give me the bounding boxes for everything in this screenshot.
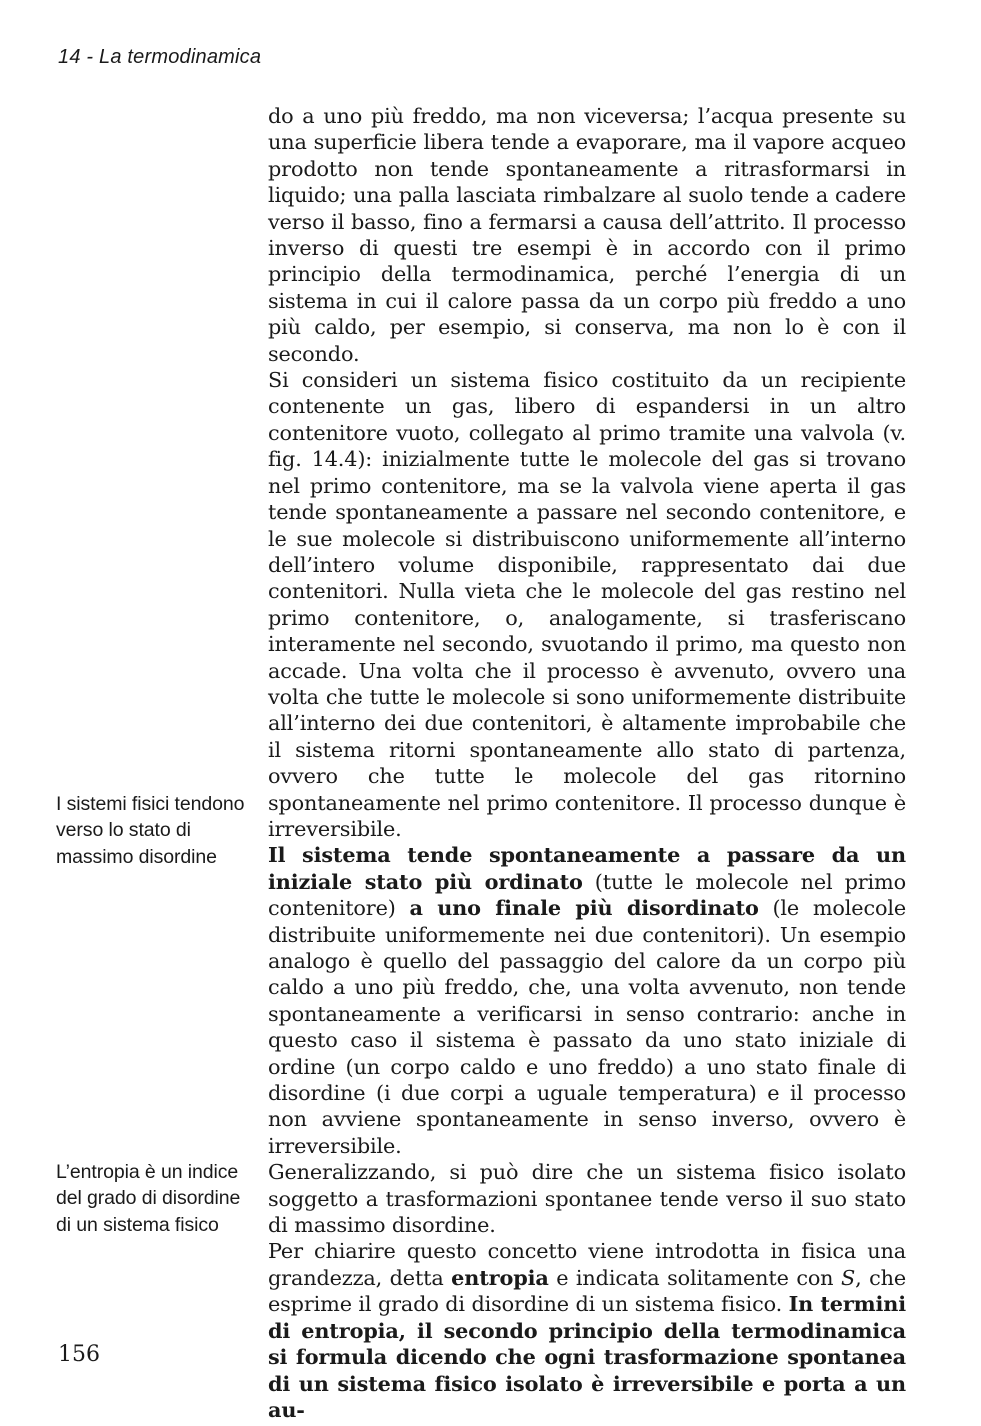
paragraph-3-text-a: (tutte le molecole nel primo contenitore) bbox=[268, 869, 906, 921]
paragraph-3 bbox=[268, 842, 906, 1159]
paragraph-5-text-c: , che esprime il grado di disordine di un sistema fisico. bbox=[268, 1265, 906, 1317]
paragraph-5 bbox=[268, 1238, 906, 1423]
term-entropy: entropia bbox=[451, 1264, 549, 1290]
paragraph-5-text-b: e indicata solitamente con bbox=[548, 1265, 841, 1290]
bold-second-principle: In termini di entropia, il secondo principio della termodinamica si formula dicendo che ogni trasformazione spontanea di un sistema fisico isolato è irreversibile e porta a un au- bbox=[268, 1291, 906, 1422]
bold-phrase-disordered-state: a uno finale più disordinato bbox=[409, 895, 759, 921]
margin-note-entropy: L’entropia è un indice del grado di disordine di un sistema fisico bbox=[56, 1161, 241, 1236]
body-text bbox=[268, 103, 906, 1423]
margin-note-disorder: I sistemi fisici tendono verso lo stato di massimo disordine bbox=[56, 793, 245, 868]
paragraph-2: Si consideri un sistema fisico costituito da un recipiente contenente un gas, libero di espandersi in un altro contenitore vuoto, collegato al primo tramite una valvola (v. fig. 14.4): inizialmente tutte le molecole del gas si trovano nel primo contenitore, ma se la valvola viene aperta il gas tende spontaneamente a passare nel secondo contenitore, e le sue molecole si distribuiscono uniformemente all’interno dell’intero volume disponibile, rappresentato dai due contenitori. Nulla vieta che le molecole del gas restino nel primo contenitore, o, analogamente, si trasferiscano interamente nel secondo, svuotando il primo, ma questo non accade. Una volta che il processo è avvenuto, ovvero una volta che tutte le molecole si sono uniformemente distribuite all’interno dei due contenitori, è altamente improbabile che il sistema ritorni spontaneamente allo stato di partenza, ovvero che tutte le molecole del gas ritornino spontaneamente nel primo contenitore. Il processo dunque è irreversibile. bbox=[268, 368, 906, 841]
paragraph-4: Generalizzando, si può dire che un sistema fisico isolato soggetto a trasformazioni spontanee tende verso il suo stato di massimo disordine. bbox=[268, 1160, 906, 1238]
running-header: 14 - La termodinamica bbox=[58, 46, 262, 68]
page-number: 156 bbox=[58, 1342, 100, 1367]
symbol-s: S bbox=[840, 1265, 856, 1290]
paragraph-3-text-b: (le molecole distribuite uniformemente nei due contenitori). Un esempio analogo è quello del passaggio del calore da un corpo più caldo a uno più freddo, che, una volta avvenuto, non tende spontaneamente a verificarsi in senso contrario: anche in questo caso il sistema è passato da uno stato iniziale di ordine (un corpo caldo e uno freddo) a uno stato finale di disordine (i due corpi a uguale temperatura) e il processo non avviene spontaneamente in senso inverso, ovvero è irreversibile. bbox=[268, 896, 906, 1158]
paragraph-5-text-a: Per chiarire questo concetto viene introdotta in fisica una grandezza, detta bbox=[268, 1239, 906, 1290]
bold-phrase-ordered-state: Il sistema tende spontaneamente a passare da un iniziale stato più ordinato bbox=[268, 842, 906, 894]
paragraph-1: do a uno più freddo, ma non viceversa; l’acqua presente su una superficie libera tende a evaporare, ma il vapore acqueo prodotto non tende spontaneamente a ritrasformarsi in liquido; una palla lasciata rimbalzare al suolo tende a cadere verso il basso, fino a fermarsi a causa dell’attrito. Il processo inverso di questi tre esempi è in accordo con il primo principio della termodinamica, perché l’energia di un sistema in cui il calore passa da un corpo più freddo a uno più caldo, per esempio, si conserva, ma non lo è con il secondo. bbox=[268, 104, 906, 366]
